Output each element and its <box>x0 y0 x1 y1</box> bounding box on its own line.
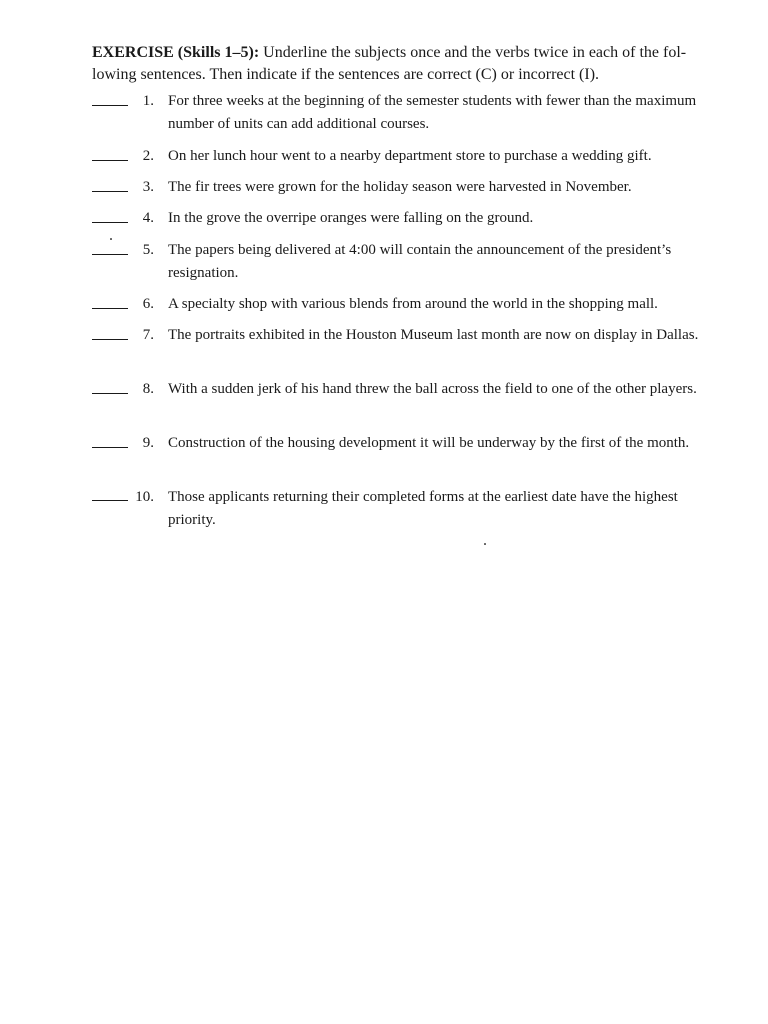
item-number: 8. <box>142 381 154 397</box>
item-sentence: For three weeks at the beginning of the semester students with fewer than the maximum number of units can add additional courses. <box>168 93 697 132</box>
item-number: 9. <box>142 435 154 451</box>
item-number: 3. <box>142 179 154 195</box>
item-number: 2. <box>142 148 154 164</box>
item-sentence: In the grove the overripe oranges were falling on the ground. <box>168 210 534 226</box>
item-sentence: The fir trees were grown for the holiday season were harvested in November. <box>168 179 632 195</box>
item-sentence: The papers being delivered at 4:00 will contain the announcement of the president’s resignation. <box>168 242 672 281</box>
item-number: 5. <box>142 242 154 258</box>
item-sentence: Those applicants returning their completed forms at the earliest date have the highest priority. <box>168 489 678 528</box>
item-number: 1. <box>142 93 154 109</box>
exercise-label: EXERCISE (Skills 1–5): <box>92 44 260 61</box>
exercise-instruction-text: Underline the subjects once and the verbs twice in each of the fol- lowing sentences. Then indicate if the sentences are correct (C) or incorrect (I). <box>92 44 687 83</box>
item-sentence: The portraits exhibited in the Houston Museum last month are now on display in Dallas. <box>168 327 699 343</box>
exercise-instructions <box>92 42 742 86</box>
scan-speck <box>484 543 486 545</box>
item-number: 10. <box>135 489 154 505</box>
scan-speck <box>110 238 112 240</box>
item-number: 4. <box>142 210 154 226</box>
item-sentence: On her lunch hour went to a nearby department store to purchase a wedding gift. <box>168 148 652 164</box>
item-number: 7. <box>142 327 154 343</box>
item-sentence: A specialty shop with various blends from around the world in the shopping mall. <box>168 296 658 312</box>
item-number: 6. <box>142 296 154 312</box>
item-sentence: Construction of the housing development it will be underway by the first of the month. <box>168 435 690 451</box>
item-sentence: With a sudden jerk of his hand threw the ball across the field to one of the other players. <box>168 381 697 397</box>
